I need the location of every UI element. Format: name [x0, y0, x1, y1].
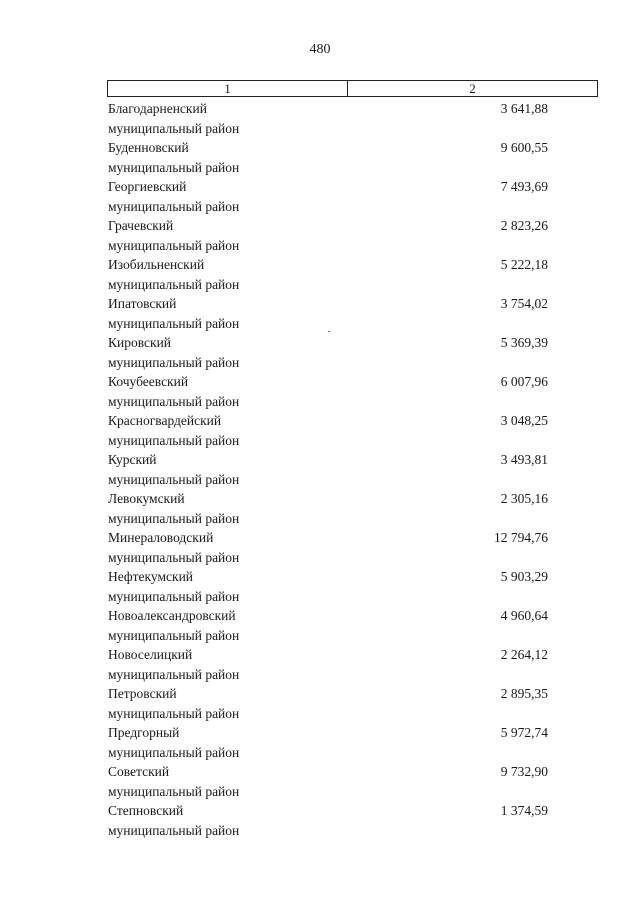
table-row [108, 372, 548, 411]
district-value: 9 600,55 [500, 140, 548, 155]
column-header-1: 1 [108, 81, 348, 96]
district-name: Курский муниципальный район [108, 452, 240, 487]
district-value: 2 823,26 [500, 218, 548, 233]
table-row [108, 294, 548, 333]
district-name: Кировский муниципальный район [108, 335, 240, 370]
table-row [108, 216, 548, 255]
district-name: Минераловодский муниципальный район [108, 530, 240, 565]
district-name: Левокумский муниципальный район [108, 491, 240, 526]
table-row [108, 684, 548, 723]
table-row [108, 255, 548, 294]
district-name: Изобильненский муниципальный район [108, 257, 240, 292]
district-name: Предгорный муниципальный район [108, 725, 240, 760]
district-value: 2 305,16 [500, 491, 548, 506]
district-value: 3 048,25 [500, 413, 548, 428]
district-name: Петровский муниципальный район [108, 686, 240, 721]
table-row [108, 489, 548, 528]
district-name: Благодарненский муниципальный район [108, 101, 240, 136]
district-name: Буденновский муниципальный район [108, 140, 240, 175]
table-header [107, 80, 598, 97]
district-value: 6 007,96 [500, 374, 548, 389]
district-value: 3 493,81 [500, 452, 548, 467]
district-name: Нефтекумский муниципальный район [108, 569, 240, 604]
district-value: 12 794,76 [494, 530, 548, 545]
district-value: 5 972,74 [500, 725, 548, 740]
district-value: 2 264,12 [500, 647, 548, 662]
table-row [108, 138, 548, 177]
table-row [108, 411, 548, 450]
table-row [108, 801, 548, 840]
district-name: Степновский муниципальный район [108, 803, 240, 838]
district-name: Красногвардейский муниципальный район [108, 413, 240, 448]
table-row [108, 528, 548, 567]
table-row [108, 99, 548, 138]
table-row [108, 645, 548, 684]
district-value: 3 641,88 [500, 101, 548, 116]
table-row [108, 606, 548, 645]
district-value: 5 369,39 [500, 335, 548, 350]
district-value: 5 903,29 [500, 569, 548, 584]
table-row [108, 723, 548, 762]
district-value: 7 493,69 [500, 179, 548, 194]
table-row [108, 567, 548, 606]
district-value: 9 732,90 [500, 764, 548, 779]
district-name: Советский муниципальный район [108, 764, 240, 799]
table-row [108, 762, 548, 801]
district-name: Георгиевский муниципальный район [108, 179, 240, 214]
district-value: 3 754,02 [500, 296, 548, 311]
district-value: 1 374,59 [500, 803, 548, 818]
scan-speck [328, 331, 330, 332]
table-row [108, 450, 548, 489]
table-row [108, 333, 548, 372]
district-name: Новоалександровский муниципальный район [108, 608, 240, 643]
district-name: Кочубеевский муниципальный район [108, 374, 240, 409]
table-body [108, 99, 548, 840]
table-row [108, 177, 548, 216]
district-value: 4 960,64 [500, 608, 548, 623]
district-name: Новоселицкий муниципальный район [108, 647, 240, 682]
district-name: Грачевский муниципальный район [108, 218, 240, 253]
district-name: Ипатовский муниципальный район [108, 296, 240, 331]
district-value: 2 895,35 [500, 686, 548, 701]
page-number: 480 [309, 42, 331, 57]
district-value: 5 222,18 [500, 257, 548, 272]
column-header-2: 2 [469, 81, 476, 96]
